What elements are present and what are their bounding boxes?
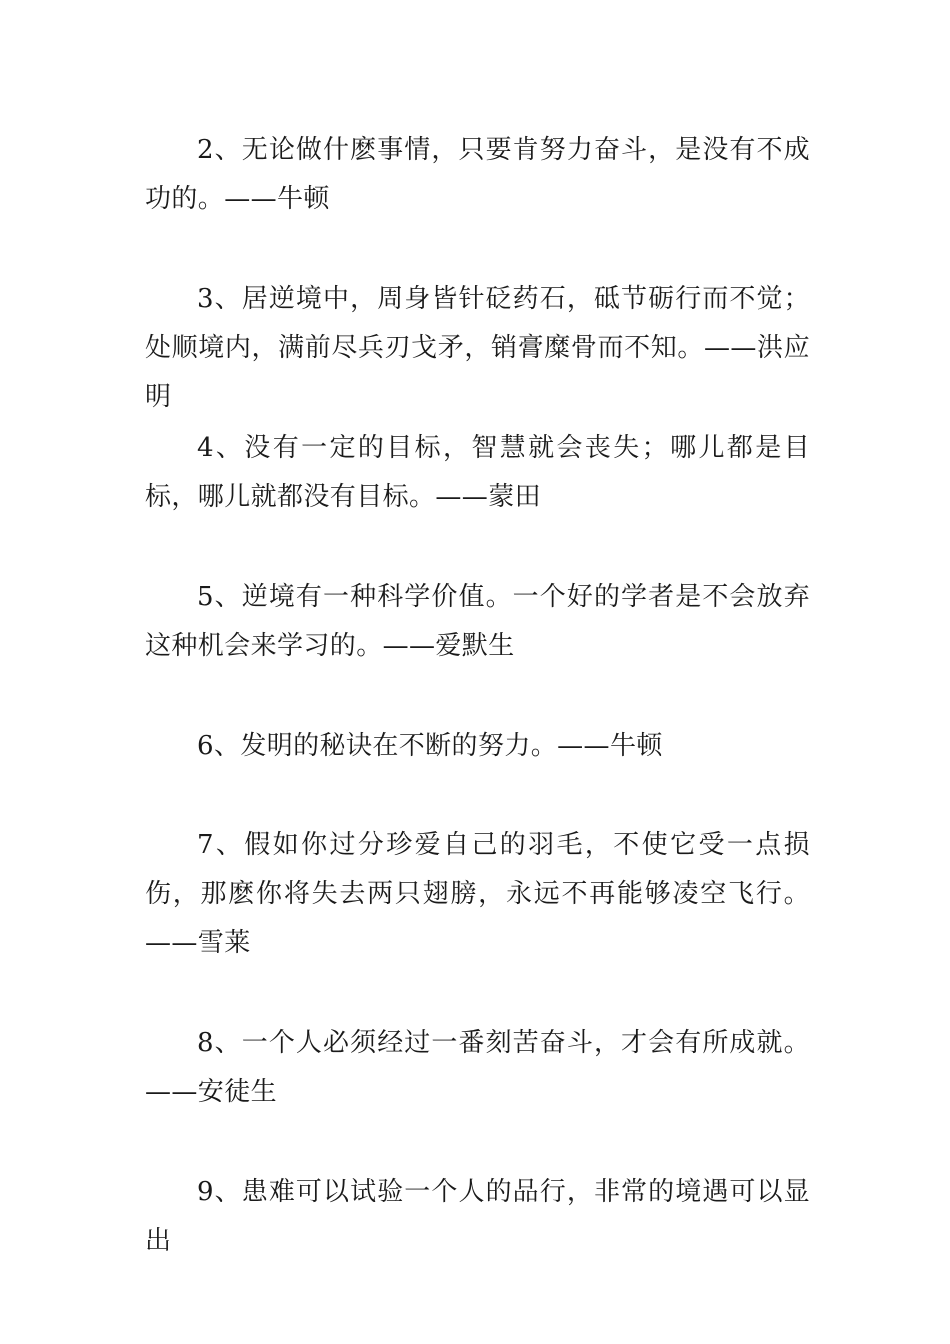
quote-paragraph-5: 5、逆境有一种科学价值。一个好的学者是不会放弃这种机会来学习的。——爱默生 (145, 582, 810, 661)
quote-paragraph-9: 9、患难可以试验一个人的品行，非常的境遇可以显出 (145, 1177, 810, 1256)
quote-paragraph-6: 6、发明的秘诀在不断的努力。——牛顿 (197, 731, 663, 761)
quote-paragraph-4: 4、没有一定的目标，智慧就会丧失；哪儿都是目标，哪儿就都没有目标。——蒙田 (145, 433, 810, 512)
quote-paragraph-2: 2、无论做什麽事情，只要肯努力奋斗，是没有不成功的。——牛顿 (145, 135, 810, 214)
quote-paragraph-3: 3、居逆境中，周身皆针砭药石，砥节砺行而不觉；处顺境内，满前尽兵刃戈矛，销膏糜骨而不知。——洪应明 (145, 284, 810, 412)
quote-paragraph-8: 8、一个人必须经过一番刻苦奋斗，才会有所成就。——安徒生 (145, 1028, 810, 1107)
quote-paragraph-7: 7、假如你过分珍爱自己的羽毛，不使它受一点损伤，那麽你将失去两只翅膀，永远不再能够凌空飞行。——雪莱 (145, 830, 810, 958)
